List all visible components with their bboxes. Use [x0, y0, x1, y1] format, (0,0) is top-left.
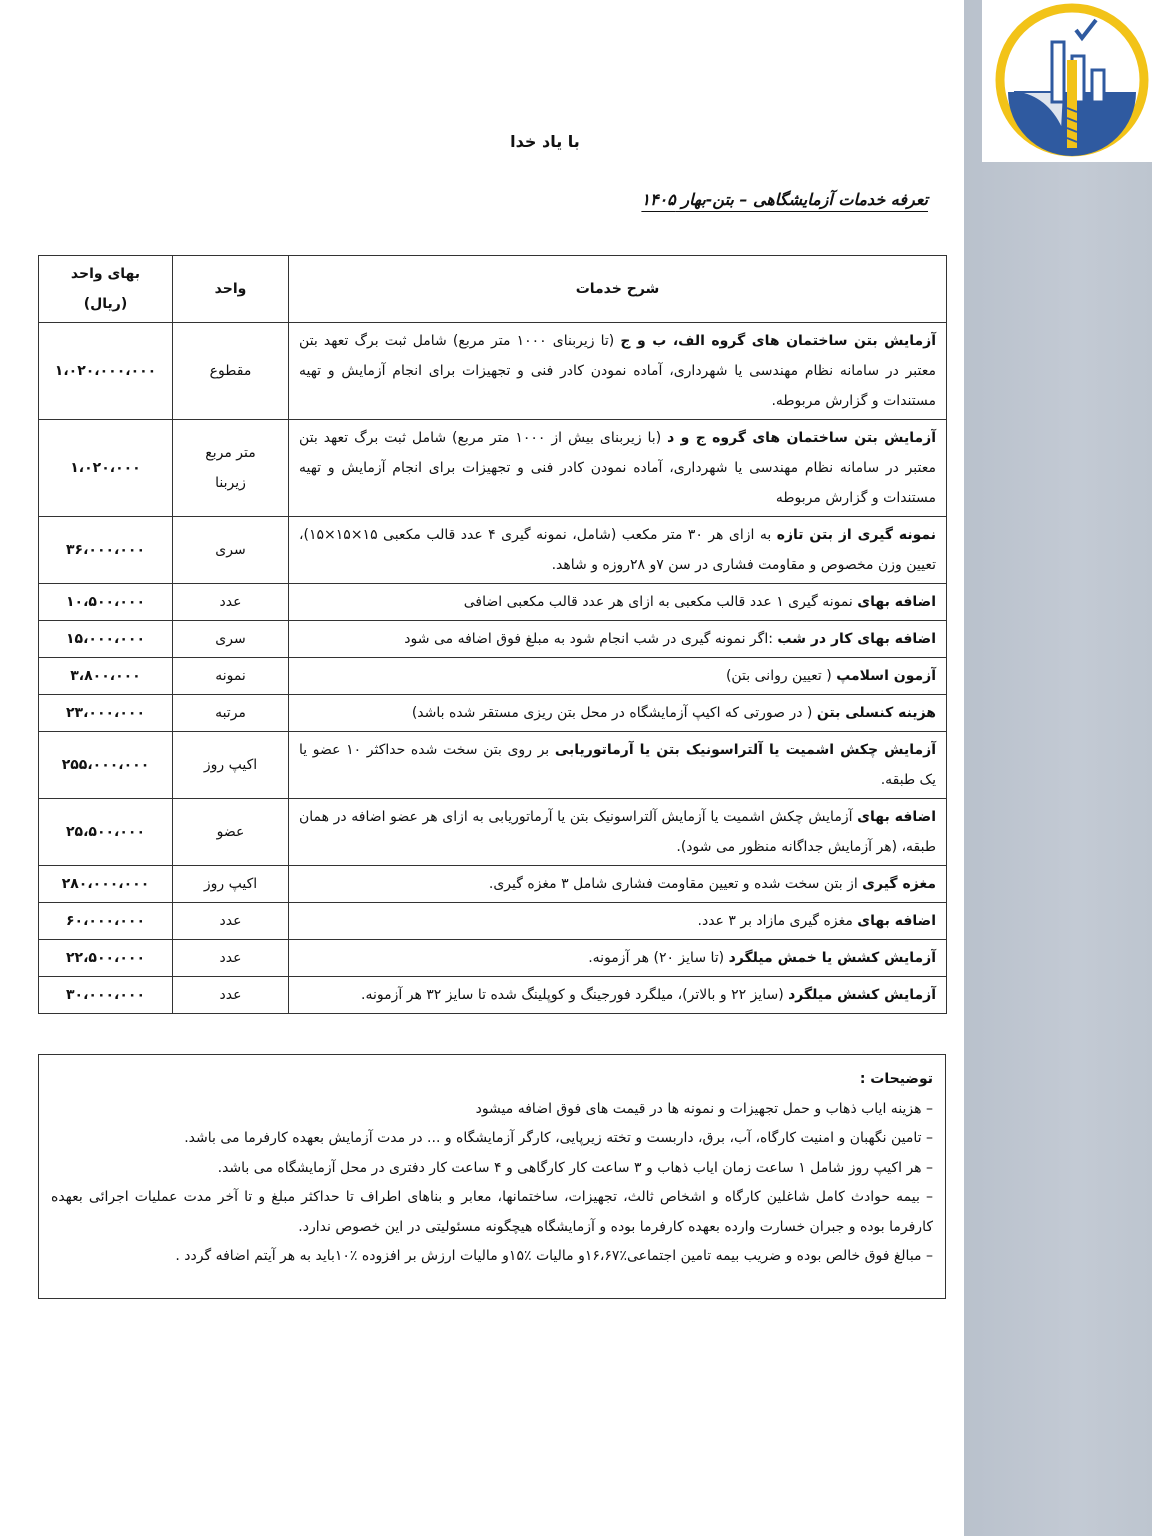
table-row: [39, 695, 947, 732]
row-description: [289, 584, 947, 621]
notes-title: توضیحات :: [859, 1071, 933, 1087]
row-description-text: (سایز ۲۲ و بالاتر)، میلگرد فورجینگ و کوپلینگ شده تا سایز ۳۲ هر آزمونه.: [361, 987, 789, 1003]
row-price: ۲۳،۰۰۰،۰۰۰: [39, 695, 173, 732]
row-description-bold: آزمایش بتن ساختمان های گروه ج و د: [667, 430, 937, 446]
row-unit: مرتبه: [173, 695, 289, 732]
row-price: ۱۵،۰۰۰،۰۰۰: [39, 621, 173, 658]
note-item: – هر اکیپ روز شامل ۱ ساعت زمان ایاب ذهاب و ۳ ساعت کار کارگاهی و ۴ ساعت کار دفتری در محل آزمایشگاه می باشد.: [217, 1159, 933, 1176]
row-price: ۲۵،۵۰۰،۰۰۰: [39, 799, 173, 866]
row-description-text: (با زیربنای بیش از ۱۰۰۰ متر مربع) شامل ثبت برگ تعهد بتن معتبر در سامانه نظام مهندسی یا شهرداری، آماده نمودن کادر فنی و تجهیزات برای انجام آزمایش و تهیه مستندات و گزارش مربوطه: [299, 430, 936, 506]
row-description-text: آزمایش چکش اشمیت یا آزمایش آلتراسونیک بتن یا آرماتوریابی به ازای هر عضو اضافه در همان طبقه، (هر آزمایش جداگانه منظور می شود).: [299, 809, 936, 855]
row-description-bold: مغزه گیری: [862, 876, 936, 892]
row-price: ۲۵۵،۰۰۰،۰۰۰: [39, 732, 173, 799]
table-row: [39, 420, 947, 517]
notes-box: [38, 1054, 946, 1299]
row-description-bold: هزینه کنسلی بتن: [816, 705, 936, 721]
side-band: [964, 0, 1152, 1536]
row-description-text: به ازای هر ۳۰ متر مکعب (شامل، نمونه گیری ۴ عدد قالب مکعبی ۱۵×۱۵×۱۵)، تعیین وزن مخصوص و مقاومت فشاری در سن ۷و ۲۸روزه و شاهد.: [299, 527, 936, 573]
row-description-text: مغزه گیری مازاد بر ۳ عدد.: [697, 913, 858, 929]
row-description-bold: آزمون اسلامپ: [836, 668, 936, 684]
row-description-text: (تا سایز ۲۰) هر آزمونه.: [588, 950, 729, 966]
table-row: [39, 584, 947, 621]
note-item: – بیمه حوادث کامل شاغلین کارگاه و اشخاص ثالث، تجهیزات، ساختمانها، معابر و بناهای اطراف تا حداکثر مبلغ و تا آخر مدت عملیات اجرائی بعهده کارفرما بوده و جبران خسارت وارده بعهده کارفرما بوده و آزمایشگاه هیچگونه مسئولیتی در این خصوص ندارد.: [51, 1189, 933, 1235]
row-unit: عدد: [173, 940, 289, 977]
table-row: [39, 517, 947, 584]
row-description-text: نمونه گیری ۱ عدد قالب مکعبی به ازای هر عدد قالب مکعبی اضافی: [463, 594, 858, 610]
row-description-bold: نمونه گیری از بتن تازه: [776, 527, 936, 543]
row-description-bold: آزمایش کشش یا خمش میلگرد: [728, 950, 936, 966]
table-row: [39, 940, 947, 977]
row-price: ۳۶،۰۰۰،۰۰۰: [39, 517, 173, 584]
table-row: [39, 621, 947, 658]
row-description-bold: آزمایش کشش میلگرد: [788, 987, 936, 1003]
row-unit: عدد: [173, 584, 289, 621]
document-title: تعرفه خدمات آزمایشگاهی – بتن-بهار ۱۴۰۵: [641, 190, 928, 209]
page-heading: با یاد خدا: [510, 132, 580, 151]
row-price: ۱۰،۵۰۰،۰۰۰: [39, 584, 173, 621]
row-price: ۶۰،۰۰۰،۰۰۰: [39, 903, 173, 940]
row-description-text: :اگر نمونه گیری در شب انجام شود به مبلغ فوق اضافه می شود: [404, 631, 778, 647]
row-price: ۳،۸۰۰،۰۰۰: [39, 658, 173, 695]
row-price: ۱،۰۲۰،۰۰۰: [39, 420, 173, 517]
row-price: ۲۸۰،۰۰۰،۰۰۰: [39, 866, 173, 903]
row-description-bold: آزمایش بتن ساختمان های گروه الف، ب و ج: [620, 333, 936, 349]
row-description-text: (تا زیربنای ۱۰۰۰ متر مربع) شامل ثبت برگ تعهد بتن معتبر در سامانه نظام مهندسی یا شهرداری، آماده نمودن کادر فنی و تجهیزات برای انجام آزمایش و تهیه مستندات و گزارش مربوطه.: [299, 333, 936, 409]
row-description: [289, 940, 947, 977]
table-row: [39, 323, 947, 420]
row-unit: سری: [173, 517, 289, 584]
row-description: [289, 420, 947, 517]
row-description-bold: آزمایش چکش اشمیت یا آلتراسونیک بتن یا آرماتوریابی: [554, 742, 936, 758]
row-unit: نمونه: [173, 658, 289, 695]
row-description: [289, 903, 947, 940]
row-description-text: از بتن سخت شده و تعیین مقاومت فشاری شامل ۳ مغزه گیری.: [488, 876, 863, 892]
row-unit: اکیپ روز: [173, 732, 289, 799]
table-row: [39, 799, 947, 866]
row-unit: مقطوع: [173, 323, 289, 420]
row-description-bold: اضافه بهای: [857, 594, 936, 610]
row-description-bold: اضافه بهای: [857, 913, 936, 929]
table-row: [39, 977, 947, 1014]
row-price: ۲۲،۵۰۰،۰۰۰: [39, 940, 173, 977]
row-description-text: ( تعیین روانی بتن): [725, 668, 837, 684]
header-description: شرح خدمات: [289, 256, 947, 323]
row-description: [289, 799, 947, 866]
note-item: – مبالغ فوق خالص بوده و ضریب بیمه تامین اجتماعی٪۱۶،۶۷و مالیات ٪۱۵و مالیات ارزش بر افزوده ٪۱۰باید به هر آیتم اضافه گردد .: [175, 1248, 933, 1264]
tariff-table: [38, 255, 947, 1014]
note-item: – هزینه ایاب ذهاب و حمل تجهیزات و نمونه ها در قیمت های فوق اضافه میشود: [475, 1100, 933, 1117]
note-item: – تامین نگهبان و امنیت کارگاه، آب، برق، داربست و تخته زیرپایی، کارگر آزمایشگاه و ... در مدت آزمایش بعهده کارفرما می باشد.: [184, 1130, 933, 1146]
row-unit: عضو: [173, 799, 289, 866]
table-row: [39, 658, 947, 695]
row-description-text: بر روی بتن سخت شده حداکثر ۱۰ عضو یا یک طبقه.: [299, 742, 936, 788]
row-description: [289, 977, 947, 1014]
row-price: ۱،۰۲۰،۰۰۰،۰۰۰: [39, 323, 173, 420]
row-unit: سری: [173, 621, 289, 658]
header-price: بهای واحد (ریال): [39, 256, 173, 323]
table-header-row: [39, 256, 947, 323]
row-description: [289, 621, 947, 658]
row-description: [289, 866, 947, 903]
row-unit: متر مربع زیربنا: [173, 420, 289, 517]
row-description: [289, 732, 947, 799]
row-description-text: ( در صورتی که اکیپ آزمایشگاه در محل بتن ریزی مستقر شده باشد): [411, 705, 817, 721]
row-description-bold: اضافه بهای: [857, 809, 936, 825]
row-unit: عدد: [173, 903, 289, 940]
table-row: [39, 866, 947, 903]
row-description: [289, 695, 947, 732]
table-row: [39, 903, 947, 940]
row-description: [289, 658, 947, 695]
header-unit: واحد: [173, 256, 289, 323]
row-unit: عدد: [173, 977, 289, 1014]
row-description: [289, 517, 947, 584]
row-unit: اکیپ روز: [173, 866, 289, 903]
row-description-bold: اضافه بهای کار در شب: [777, 631, 936, 647]
table-row: [39, 732, 947, 799]
row-price: ۳۰،۰۰۰،۰۰۰: [39, 977, 173, 1014]
row-description: [289, 323, 947, 420]
